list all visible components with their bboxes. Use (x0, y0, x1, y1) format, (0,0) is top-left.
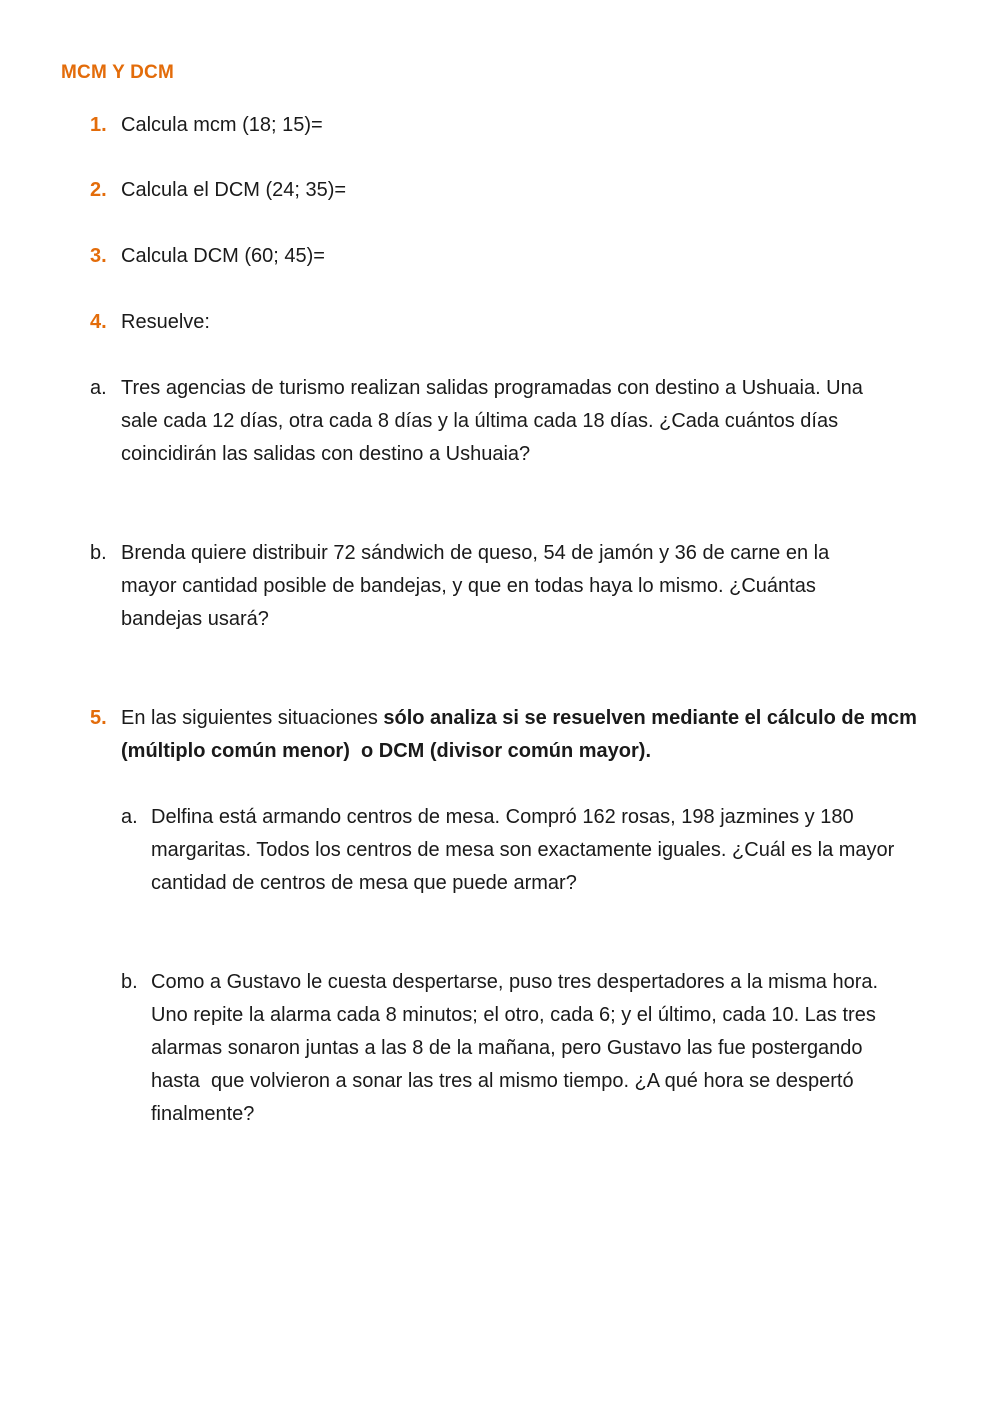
subquestion-line: Tres agencias de turismo realizan salidas programadas con destino a Ushuaia. Una (121, 377, 863, 399)
subquestion-line: Uno repite la alarma cada 8 minutos; el otro, cada 6; y el último, cada 10. Las tres (151, 1004, 876, 1026)
question-number: 3. (90, 245, 107, 267)
question-intro-line-1 (121, 702, 917, 735)
question-text: Calcula mcm (18; 15)= (121, 114, 323, 136)
subquestion-line: bandejas usará? (121, 608, 269, 630)
page-title: MCM Y DCM (61, 62, 174, 83)
subquestion-line: Como a Gustavo le cuesta despertarse, puso tres despertadores a la misma hora. (151, 971, 879, 993)
subquestion-line: finalmente? (151, 1103, 255, 1125)
subquestion-line: margaritas. Todos los centros de mesa son exactamente iguales. ¿Cuál es la mayor (151, 839, 895, 861)
subquestion-line: mayor cantidad posible de bandejas, y que en todas haya lo mismo. ¿Cuántas (121, 575, 816, 597)
question-number: 4. (90, 311, 107, 333)
subquestion-letter: b. (90, 542, 107, 564)
subquestion-letter: b. (121, 971, 138, 993)
question-number: 1. (90, 114, 107, 136)
question-text: Calcula DCM (60; 45)= (121, 245, 325, 267)
subquestion-line: Delfina está armando centros de mesa. Compró 162 rosas, 198 jazmines y 180 (151, 806, 854, 828)
subquestion-letter: a. (121, 806, 138, 828)
question-number: 5. (90, 707, 107, 729)
question-intro-line-2: (múltiplo común menor) o DCM (divisor común mayor). (121, 740, 652, 762)
subquestion-line: hasta que volvieron a sonar las tres al mismo tiempo. ¿A qué hora se despertó (151, 1070, 854, 1092)
subquestion-line: alarmas sonaron juntas a las 8 de la mañana, pero Gustavo las fue postergando (151, 1037, 863, 1059)
question-intro-bold: sólo analiza si se resuelven mediante el cálculo de mcm (383, 707, 917, 729)
subquestion-line: cantidad de centros de mesa que puede armar? (151, 872, 577, 894)
question-intro-plain: En las siguientes situaciones (121, 707, 384, 729)
subquestion-letter: a. (90, 377, 107, 399)
subquestion-line: Brenda quiere distribuir 72 sándwich de queso, 54 de jamón y 36 de carne en la (121, 542, 830, 564)
question-text: Calcula el DCM (24; 35)= (121, 179, 347, 201)
subquestion-line: coincidirán las salidas con destino a Ushuaia? (121, 443, 531, 465)
question-number: 2. (90, 179, 107, 201)
question-text: Resuelve: (121, 311, 210, 333)
subquestion-line: sale cada 12 días, otra cada 8 días y la última cada 18 días. ¿Cada cuántos días (121, 410, 839, 432)
